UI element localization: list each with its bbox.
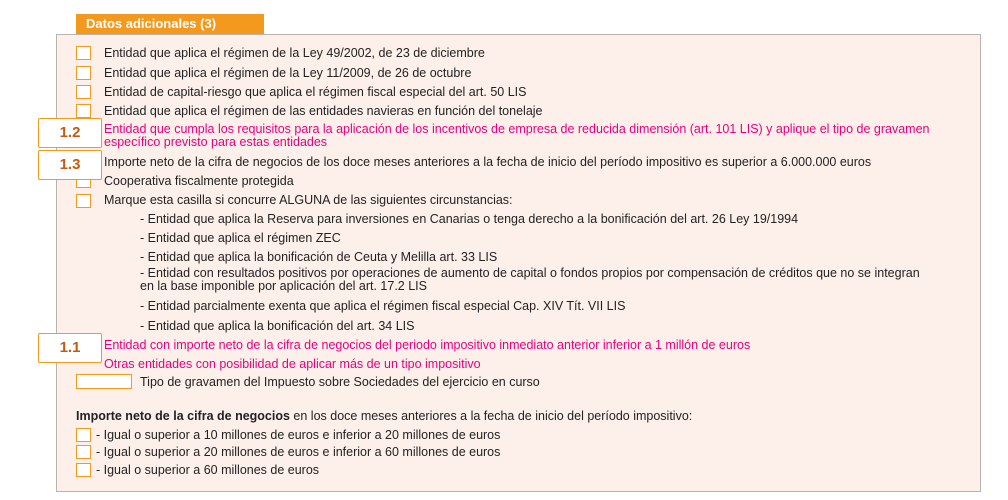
subitem-parcialmente-exenta: - Entidad parcialmente exenta que aplica el régimen fiscal especial Cap. XIV Tít. VII LIS [140, 299, 626, 313]
subitem-canarias: - Entidad que aplica la Reserva para inversiones en Canarias o tenga derecho a la bonificación del art. 26 Ley 19/1994 [140, 212, 799, 226]
badge-1-1: 1.1 [38, 333, 102, 363]
importe-heading-rest: en los doce meses anteriores a la fecha de inicio del período impositivo: [289, 409, 693, 423]
label-alguna-circunstancia: Marque esta casilla si concurre ALGUNA de las siguientes circunstancias: [104, 193, 513, 207]
importe-heading [76, 408, 692, 424]
tipo-gravamen-input[interactable] [76, 374, 132, 389]
badge-1-2: 1.2 [38, 118, 102, 148]
checkbox-importe-10-20m[interactable] [76, 428, 91, 442]
label-navieras: Entidad que aplica el régimen de las entidades navieras en función del tonelaje [104, 104, 543, 118]
label-importe-10-20m: - Igual o superior a 10 millones de euros e inferior a 20 millones de euros [96, 428, 501, 442]
section-tab: Datos adicionales (3) [76, 14, 264, 34]
checkbox-alguna-circunstancia[interactable] [76, 194, 91, 208]
label-importe-60m: - Igual o superior a 60 millones de euros [96, 463, 320, 477]
checkbox-navieras[interactable] [76, 104, 91, 118]
subitem-zec: - Entidad que aplica el régimen ZEC [140, 231, 341, 245]
checkbox-capital-riesgo[interactable] [76, 85, 91, 99]
label-capital-riesgo: Entidad de capital-riesgo que aplica el régimen fiscal especial del art. 50 LIS [104, 85, 527, 99]
label-importe-6m: Importe neto de la cifra de negocios de los doce meses anteriores a la fecha de inicio del período impositivo es superior a 6.000.000 euros [104, 155, 872, 169]
label-otras-entidades: Otras entidades con posibilidad de aplicar más de un tipo impositivo [104, 357, 481, 371]
label-ley-49-2002: Entidad que aplica el régimen de la Ley 49/2002, de 23 de diciembre [104, 46, 485, 60]
checkbox-importe-20-60m[interactable] [76, 445, 91, 459]
subitem-ceuta-melilla: - Entidad que aplica la bonificación de Ceuta y Melilla art. 33 LIS [140, 250, 498, 264]
checkbox-importe-60m[interactable] [76, 463, 91, 477]
subitem-art-34: - Entidad que aplica la bonificación del art. 34 LIS [140, 319, 415, 333]
checkbox-ley-49-2002[interactable] [76, 46, 91, 60]
subitem-aumento-capital: - Entidad con resultados positivos por operaciones de aumento de capital o fondos propios por compensación de créditos que no se integran en la base imponible por aplicación del art. 17.2 LIS [140, 266, 920, 293]
badge-1-3: 1.3 [38, 150, 102, 180]
checkbox-ley-11-2009[interactable] [76, 66, 91, 80]
label-importe-1m: Entidad con importe neto de la cifra de negocios del periodo impositivo inmediato anterior inferior a 1 millón de euros [104, 338, 751, 352]
label-importe-20-60m: - Igual o superior a 20 millones de euros e inferior a 60 millones de euros [96, 445, 501, 459]
label-reducida-dimension: Entidad que cumpla los requisitos para la aplicación de los incentivos de empresa de reducida dimensión (art. 101 LIS) y aplique el tipo de gravamen específico previsto para estas entidades [104, 122, 930, 149]
label-tipo-gravamen: Tipo de gravamen del Impuesto sobre Sociedades del ejercicio en curso [140, 375, 540, 389]
importe-heading-bold: Importe neto de la cifra de negocios [76, 409, 290, 423]
label-ley-11-2009: Entidad que aplica el régimen de la Ley 11/2009, de 26 de octubre [104, 66, 472, 80]
label-cooperativa: Cooperativa fiscalmente protegida [104, 174, 294, 188]
